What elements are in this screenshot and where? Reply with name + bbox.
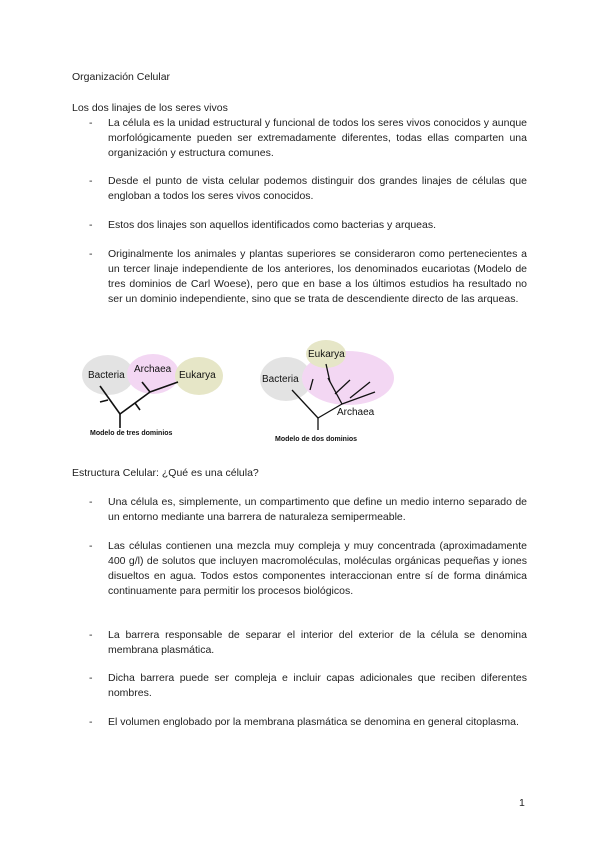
section1-item-text: Desde el punto de vista celular podemos distinguir dos grandes linajes de células que engloban a todos los seres vivos conocidos.: [108, 175, 527, 202]
section2-item: [89, 495, 527, 525]
archaea-label: Archaea: [134, 364, 172, 375]
section2-item-text: La barrera responsable de separar el interior del exterior de la célula se denomina membrana plasmática.: [108, 629, 527, 656]
bullet-dash: -: [89, 540, 93, 552]
bullet-dash: -: [89, 175, 93, 187]
bullet-dash: -: [89, 672, 93, 684]
section2-item: [89, 539, 527, 614]
eukarya-label: Eukarya: [308, 349, 345, 360]
section2-item: [89, 715, 527, 745]
section2-item-text: Las células contienen una mezcla muy compleja y muy concentrada (aproximadamente 400 g/l) de solutos que incluyen macromoléculas, moléculas orgánicas pequeñas y iones disueltos en agua. Todos estos componentes interaccionan entre sí de forma dinámica continuamente para permitir los procesos biológicos.: [108, 540, 527, 597]
section2-item: [89, 628, 527, 658]
document-title: Organización Celular: [72, 71, 171, 83]
section2-item-text: Dicha barrera puede ser compleja e incluir capas adicionales que reciben diferentes nombres.: [108, 672, 527, 699]
bullet-dash: -: [89, 219, 93, 231]
section1-item: [89, 247, 527, 322]
section1-item-text: Estos dos linajes son aquellos identificados como bacterias y arqueas.: [108, 219, 437, 231]
section1-item: [89, 174, 527, 204]
section1-item-text: Originalmente los animales y plantas superiores se consideraron como pertenecientes a un tercer linaje independiente de los anteriores, los denominados eucariotas (Modelo de tres dominios de Carl Woese), pero que en base a los últimos estudios ha resultado no ser un dominio independiente, sino que se trata de descendiente directo de las arqueas.: [108, 248, 527, 305]
section2-heading: Estructura Celular: ¿Qué es una célula?: [72, 467, 259, 479]
page-number: 1: [519, 797, 525, 809]
section2-item: [89, 671, 527, 701]
archaea-label: Archaea: [337, 407, 375, 418]
bullet-dash: -: [89, 117, 93, 129]
two-domain-caption: Modelo de dos dominios: [275, 436, 358, 443]
section2-item-text: El volumen englobado por la membrana plasmática se denomina en general citoplasma.: [108, 716, 519, 728]
bullet-dash: -: [89, 496, 93, 508]
bacteria-label: Bacteria: [88, 370, 125, 381]
bacteria-label: Bacteria: [262, 374, 299, 385]
section1-heading: Los dos linajes de los seres vivos: [72, 102, 228, 114]
two-domain-model: [260, 340, 394, 443]
bullet-dash: -: [89, 248, 93, 260]
three-domain-caption: Modelo de tres dominios: [90, 430, 173, 437]
three-domain-model: [82, 354, 223, 437]
section1-item: [89, 218, 527, 233]
bullet-dash: -: [89, 716, 93, 728]
section1-item-text: La célula es la unidad estructural y funcional de todos los seres vivos conocidos y aunque morfológicamente pueden ser extremadamente diferentes, todas ellas comparten una organización y estructura comunes.: [108, 117, 527, 159]
bullet-dash: -: [89, 629, 93, 641]
section2-item-text: Una célula es, simplemente, un compartimento que define un medio interno separado de un entorno mediante una barrera de naturaleza semipermeable.: [108, 496, 527, 523]
section1-item: [89, 116, 527, 161]
phylogeny-figure: [80, 334, 410, 450]
eukarya-label: Eukarya: [179, 370, 216, 381]
